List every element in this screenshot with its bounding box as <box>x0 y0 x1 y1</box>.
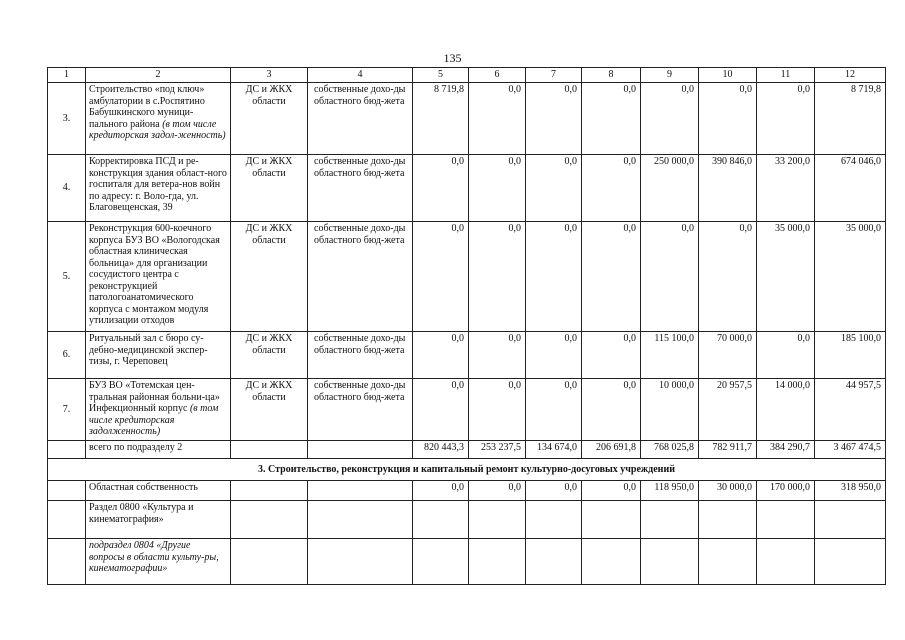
value-cell: 8 719,8 <box>815 83 886 155</box>
value-cell: 0,0 <box>582 155 641 222</box>
row-number: 4. <box>48 155 86 222</box>
value-cell: 0,0 <box>526 155 582 222</box>
object-name <box>86 222 231 332</box>
value-cell: 44 957,5 <box>815 379 886 441</box>
responsible: ДС и ЖКХ области <box>231 332 308 379</box>
section-row <box>48 459 886 481</box>
object-name-text: Строительство «под ключ» амбулатории в с.Роспятино Бабушкинского муници-пального района <box>89 84 205 130</box>
value-cell: 674 046,0 <box>815 155 886 222</box>
column-header: 10 <box>699 68 757 83</box>
section-title: 3. Строительство, реконструкция и капитальный ремонт культурно-досуговых учреждений <box>48 459 886 481</box>
table-row <box>48 83 886 155</box>
ownership-value: 170 000,0 <box>757 481 815 501</box>
value-cell: 0,0 <box>469 332 526 379</box>
subtotal-row <box>48 441 886 459</box>
value-cell: 0,0 <box>757 83 815 155</box>
column-header: 8 <box>582 68 641 83</box>
funding-source: собственные дохо-ды областного бюд-жета <box>308 222 413 332</box>
row-number: 6. <box>48 332 86 379</box>
value-cell: 0,0 <box>582 332 641 379</box>
responsible: ДС и ЖКХ области <box>231 379 308 441</box>
podrazdel-label: подраздел 0804 «Другие вопросы в области культу-ры, кинематографии» <box>86 539 231 585</box>
page-number: 135 <box>443 51 462 65</box>
table-row <box>48 332 886 379</box>
responsible: ДС и ЖКХ области <box>231 155 308 222</box>
subtotal-value: 782 911,7 <box>699 441 757 459</box>
value-cell: 0,0 <box>526 83 582 155</box>
table-row <box>48 155 886 222</box>
ownership-value: 0,0 <box>413 481 469 501</box>
ownership-value: 0,0 <box>526 481 582 501</box>
object-name <box>86 155 231 222</box>
row-number: 7. <box>48 379 86 441</box>
ownership-label: Областная собственность <box>86 481 231 501</box>
value-cell: 33 200,0 <box>757 155 815 222</box>
value-cell: 8 719,8 <box>413 83 469 155</box>
value-cell: 185 100,0 <box>815 332 886 379</box>
value-cell: 70 000,0 <box>699 332 757 379</box>
value-cell: 0,0 <box>526 222 582 332</box>
podrazdel-row <box>48 539 886 585</box>
column-header: 12 <box>815 68 886 83</box>
ownership-value: 0,0 <box>582 481 641 501</box>
column-header: 2 <box>86 68 231 83</box>
table-row <box>48 379 886 441</box>
object-name <box>86 379 231 441</box>
value-cell: 0,0 <box>641 222 699 332</box>
responsible: ДС и ЖКХ области <box>231 222 308 332</box>
column-header: 11 <box>757 68 815 83</box>
value-cell: 10 000,0 <box>641 379 699 441</box>
column-header: 3 <box>231 68 308 83</box>
value-cell: 0,0 <box>413 332 469 379</box>
value-cell: 115 100,0 <box>641 332 699 379</box>
value-cell: 0,0 <box>699 83 757 155</box>
column-header: 1 <box>48 68 86 83</box>
value-cell: 0,0 <box>413 222 469 332</box>
subtotal-value: 134 674,0 <box>526 441 582 459</box>
subtotal-value: 206 691,8 <box>582 441 641 459</box>
subtotal-value: 253 237,5 <box>469 441 526 459</box>
funding-source: собственные дохо-ды областного бюд-жета <box>308 332 413 379</box>
ownership-value: 118 950,0 <box>641 481 699 501</box>
column-header: 6 <box>469 68 526 83</box>
object-note: (в том числе кредиторская задол-женность) <box>89 118 226 141</box>
budget-table <box>47 67 886 585</box>
value-cell: 0,0 <box>582 83 641 155</box>
value-cell: 35 000,0 <box>757 222 815 332</box>
value-cell: 20 957,5 <box>699 379 757 441</box>
value-cell: 0,0 <box>526 379 582 441</box>
ownership-row <box>48 481 886 501</box>
responsible: ДС и ЖКХ области <box>231 83 308 155</box>
object-note: (в том числе кредиторская задолженность) <box>89 403 219 437</box>
subtotal-value: 3 467 474,5 <box>815 441 886 459</box>
object-name-text: БУЗ ВО «Тотемская цен-тральная районная больни-ца» Инфекционный корпус <box>89 380 220 414</box>
subtotal-label: всего по подразделу 2 <box>86 441 231 459</box>
value-cell: 0,0 <box>469 379 526 441</box>
column-header: 4 <box>308 68 413 83</box>
funding-source: собственные дохо-ды областного бюд-жета <box>308 83 413 155</box>
value-cell: 0,0 <box>413 155 469 222</box>
funding-source: собственные дохо-ды областного бюд-жета <box>308 155 413 222</box>
object-name-text: Ритуальный зал с бюро су-дебно-медицинской экспер-тизы, г. Череповец <box>89 333 208 367</box>
object-name <box>86 332 231 379</box>
ownership-value: 318 950,0 <box>815 481 886 501</box>
row-number: 3. <box>48 83 86 155</box>
value-cell: 390 846,0 <box>699 155 757 222</box>
ownership-value: 30 000,0 <box>699 481 757 501</box>
value-cell: 14 000,0 <box>757 379 815 441</box>
value-cell: 0,0 <box>413 379 469 441</box>
subtotal-value: 384 290,7 <box>757 441 815 459</box>
funding-source: собственные дохо-ды областного бюд-жета <box>308 379 413 441</box>
razdel-row <box>48 501 886 539</box>
value-cell: 250 000,0 <box>641 155 699 222</box>
value-cell: 0,0 <box>469 155 526 222</box>
value-cell: 0,0 <box>757 332 815 379</box>
ownership-value: 0,0 <box>469 481 526 501</box>
value-cell: 0,0 <box>699 222 757 332</box>
row-number: 5. <box>48 222 86 332</box>
column-header: 7 <box>526 68 582 83</box>
value-cell: 0,0 <box>526 332 582 379</box>
object-name <box>86 83 231 155</box>
value-cell: 0,0 <box>582 222 641 332</box>
column-header: 9 <box>641 68 699 83</box>
subtotal-value: 820 443,3 <box>413 441 469 459</box>
value-cell: 0,0 <box>469 83 526 155</box>
subtotal-value: 768 025,8 <box>641 441 699 459</box>
value-cell: 0,0 <box>641 83 699 155</box>
value-cell: 35 000,0 <box>815 222 886 332</box>
table-row <box>48 222 886 332</box>
razdel-label: Раздел 0800 «Культура и кинематография» <box>86 501 231 539</box>
column-header: 5 <box>413 68 469 83</box>
value-cell: 0,0 <box>469 222 526 332</box>
column-number-row <box>48 68 886 83</box>
value-cell: 0,0 <box>582 379 641 441</box>
object-name-text: Корректировка ПСД и ре-конструкция здания област-ного госпиталя для ветера-нов войн по адресу: г. Воло-гда, ул. Благовещенская, 39 <box>89 156 227 213</box>
object-name-text: Реконструкция 600-коечного корпуса БУЗ ВО «Вологодская областная клиническая больница» для организации сосудистого центра с реконструкцией патологоанатомического корпуса с монтажом модуля утилизации отходов <box>89 223 220 326</box>
